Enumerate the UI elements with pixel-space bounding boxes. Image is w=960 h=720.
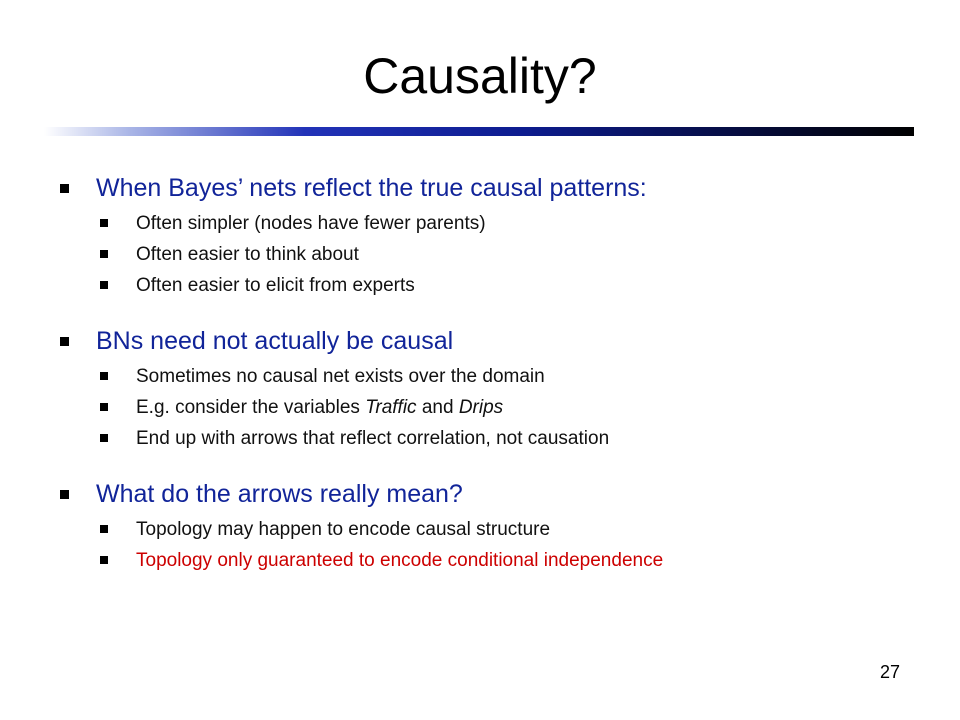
square-bullet-icon	[100, 219, 108, 227]
square-bullet-icon	[60, 337, 69, 346]
sub-bullet-text: End up with arrows that reflect correlation, not causation	[136, 428, 610, 449]
bullet-heading	[60, 474, 940, 514]
square-bullet-icon	[100, 434, 108, 442]
square-bullet-icon	[100, 403, 108, 411]
sub-bullet-text: Sometimes no causal net exists over the domain	[136, 366, 545, 387]
sub-bullet-text: Often easier to elicit from experts	[136, 275, 415, 296]
variable-traffic: Traffic	[365, 397, 417, 418]
bullet-heading	[60, 168, 940, 208]
sub-bullet-text-joiner: and	[416, 397, 459, 418]
heading-text: BNs need not actually be causal	[96, 327, 454, 355]
sub-bullet	[60, 208, 940, 239]
sub-bullet-highlighted	[60, 545, 940, 576]
slide-body	[60, 168, 940, 596]
slide-title: Causality?	[363, 48, 597, 104]
sub-bullet-text: Often simpler (nodes have fewer parents)	[136, 213, 486, 234]
sub-bullet-text: Topology may happen to encode causal structure	[136, 519, 551, 540]
square-bullet-icon	[100, 525, 108, 533]
square-bullet-icon	[60, 184, 69, 193]
square-bullet-icon	[100, 372, 108, 380]
heading-text: What do the arrows really mean?	[96, 480, 463, 508]
sub-bullet	[60, 270, 940, 301]
sub-bullet	[60, 361, 940, 392]
section-not-causal	[60, 321, 940, 454]
sub-bullet-text: Often easier to think about	[136, 244, 359, 265]
title-divider	[44, 127, 914, 136]
sub-bullet-text-prefix: E.g. consider the variables	[136, 397, 366, 418]
square-bullet-icon	[60, 490, 69, 499]
section-causal-patterns	[60, 168, 940, 301]
square-bullet-icon	[100, 556, 108, 564]
sub-bullet	[60, 392, 940, 423]
page-number: 27	[879, 662, 901, 682]
sub-bullet-text: Topology only guaranteed to encode conditional independence	[136, 550, 664, 571]
sub-bullet	[60, 514, 940, 545]
bullet-heading	[60, 321, 940, 361]
heading-text: When Bayes’ nets reflect the true causal patterns:	[96, 174, 647, 202]
variable-drips: Drips	[458, 397, 504, 418]
sub-bullet	[60, 423, 940, 454]
sub-bullet	[60, 239, 940, 270]
section-arrows-meaning	[60, 474, 940, 576]
square-bullet-icon	[100, 250, 108, 258]
square-bullet-icon	[100, 281, 108, 289]
